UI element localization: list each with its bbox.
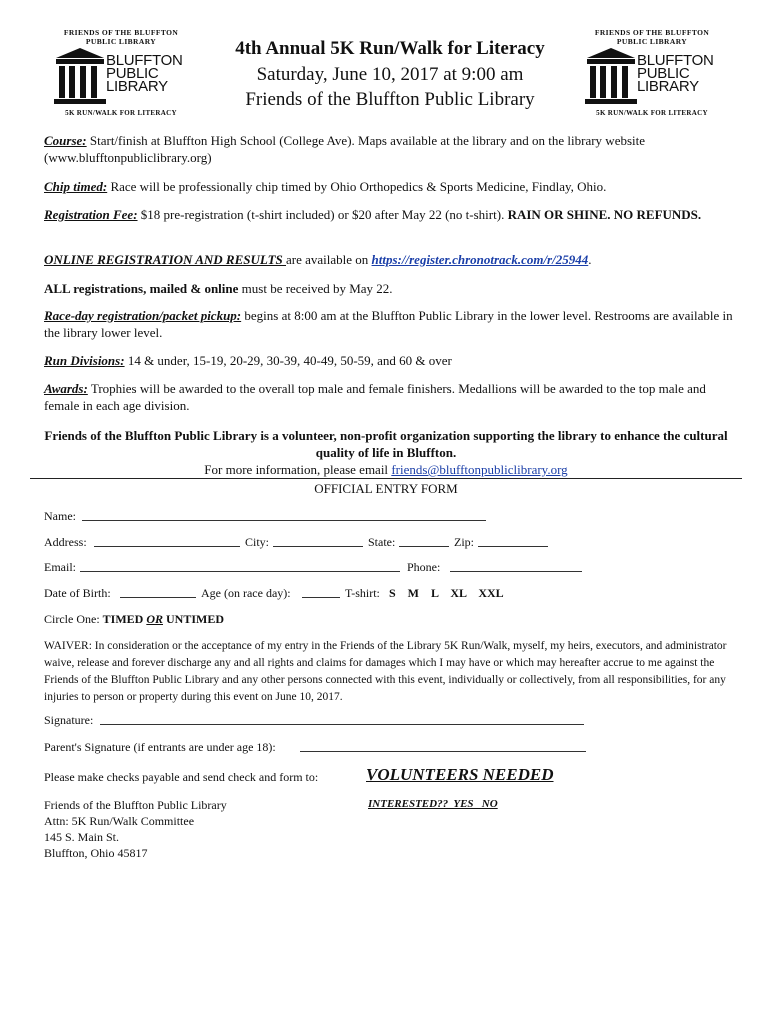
or-text: OR — [146, 612, 163, 626]
logo-bottom-text: 5K RUN/WALK FOR LITERACY — [596, 109, 708, 117]
logo-wordmark — [106, 54, 183, 93]
untimed-option[interactable]: UNTIMED — [163, 612, 225, 626]
state-label: State: — [368, 535, 396, 549]
volunteers-heading: VOLUNTEERS NEEDED — [366, 765, 554, 784]
course-text: Start/finish at Bluffton High School (College Ave). Maps available at the library and on the library website (www.blufftonpubliclibrary.org) — [44, 133, 646, 165]
form-heading: OFFICIAL ENTRY FORM — [314, 481, 458, 496]
dob-label: Date of Birth: — [44, 586, 111, 600]
age-label: Age (on race day): — [201, 586, 291, 600]
online-end: . — [588, 252, 592, 267]
waiver-text: WAIVER: In consideration or the acceptance of my entry in the Friends of the Library 5K Run/Walk, myself, my heirs, executors, and administrator waive, release and forever discharge any and all rights and claims for damages which I may have or which may hereafter accrue to me against the Friends of the Bluffton Public Library and any other persons connected with this event, individually or collectively, from all responsibilities, for any injuries to person or property during this event on June 10, 2017. — [44, 640, 727, 703]
address-line-2: Attn: 5K Run/Walk Committee — [44, 814, 195, 828]
awards-text: Trophies will be awarded to the overall top male and female finishers. Medallions will be awarded to the top male and female in each age division. — [44, 381, 706, 413]
contact-email-link[interactable]: friends@blufftonpubliclibrary.org — [391, 462, 568, 477]
logo-top-line-2: PUBLIC LIBRARY — [85, 37, 157, 46]
tshirt-label: T-shirt: — [345, 586, 380, 600]
email-field[interactable] — [80, 571, 400, 572]
contact-text: For more information, please email — [204, 462, 392, 477]
chip-text: Race will be professionally chip timed by Ohio Orthopedics & Sports Medicine, Findlay, Ohio. — [107, 179, 607, 194]
logo-top-text — [577, 28, 727, 46]
online-paragraph — [44, 251, 734, 268]
circle-label: Circle One: — [44, 612, 100, 626]
online-text: are available on — [286, 252, 372, 267]
logo-top-line-1: FRIENDS OF THE BLUFFTON — [63, 28, 179, 37]
phone-field[interactable] — [450, 571, 582, 572]
logo-right — [577, 28, 727, 118]
logo-top-line-2: PUBLIC LIBRARY — [616, 37, 688, 46]
timed-option[interactable]: TIMED — [102, 612, 147, 626]
pickup-label: Race-day registration/packet pickup: — [44, 308, 242, 323]
logo-word-2: PUBLIC — [637, 65, 690, 82]
logo-top-text — [46, 28, 196, 46]
online-label: ONLINE REGISTRATION AND RESULTS — [44, 252, 286, 267]
awards-label: Awards: — [44, 381, 88, 396]
zip-label: Zip: — [454, 535, 474, 549]
parent-signature-label: Parent's Signature (if entrants are under age 18): — [44, 740, 276, 754]
event-organizer: Friends of the Bluffton Public Library — [245, 89, 535, 110]
address-line-1: Friends of the Bluffton Public Library — [44, 798, 227, 812]
library-building-icon — [585, 46, 637, 108]
chip-label: Chip timed: — [44, 179, 108, 194]
fee-text: $18 pre-registration (t-shirt included) or $20 after May 22 (no t-shirt). — [137, 207, 508, 222]
address-field[interactable] — [94, 546, 240, 547]
mail-text: must be received by May 22. — [238, 281, 393, 296]
friends-statement: Friends of the Bluffton Public Library is a volunteer, non-profit organization supporting the library to enhance the cultural quality of life in Bluffton. — [44, 428, 728, 460]
fee-label: Registration Fee: — [44, 207, 138, 222]
phone-label: Phone: — [407, 560, 441, 574]
volunteer-interest[interactable]: INTERESTED?? YES NO — [368, 798, 498, 810]
city-label: City: — [245, 535, 270, 549]
logo-word-2: PUBLIC — [106, 65, 159, 82]
mailing-address — [44, 797, 227, 861]
tshirt-sizes[interactable]: S M L XL XXL — [389, 586, 504, 600]
dob-field[interactable] — [120, 597, 196, 598]
logo-word-3: LIBRARY — [106, 78, 168, 95]
city-field[interactable] — [273, 546, 363, 547]
address-line-3: 145 S. Main St. — [44, 830, 120, 844]
parent-signature-field[interactable] — [300, 751, 586, 752]
signature-label: Signature: — [44, 713, 94, 727]
checks-instruction: Please make checks payable and send check and form to: — [44, 770, 319, 784]
event-date: Saturday, June 10, 2017 at 9:00 am — [256, 64, 524, 85]
address-line-4: Bluffton, Ohio 45817 — [44, 846, 148, 860]
logo-left — [46, 28, 196, 118]
name-label: Name: — [44, 509, 76, 523]
signature-field[interactable] — [100, 724, 584, 725]
course-label: Course: — [44, 133, 87, 148]
pickup-text: begins at 8:00 am at the Bluffton Public Library in the lower level. Restrooms are available in the library lower level. — [44, 308, 733, 340]
registration-link[interactable]: https://register.chronotrack.com/r/25944 — [371, 252, 589, 267]
divisions-text: 14 & under, 15-19, 20-29, 30-39, 40-49, 50-59, and 60 & over — [124, 353, 452, 368]
address-label: Address: — [44, 535, 87, 549]
logo-top-line-1: FRIENDS OF THE BLUFFTON — [594, 28, 710, 37]
logo-word-3: LIBRARY — [637, 78, 699, 95]
section-divider — [30, 478, 742, 479]
mail-bold: ALL registrations, mailed & online — [44, 281, 239, 296]
state-field[interactable] — [399, 546, 449, 547]
logo-wordmark — [637, 54, 714, 93]
name-field[interactable] — [82, 520, 486, 521]
library-building-icon — [54, 46, 106, 108]
contact-line — [30, 461, 742, 478]
divisions-paragraph — [44, 352, 734, 369]
awards-paragraph — [44, 380, 734, 414]
event-title: 4th Annual 5K Run/Walk for Literacy — [235, 38, 545, 59]
fee-paragraph — [44, 206, 734, 223]
mail-paragraph — [44, 280, 734, 297]
age-field[interactable] — [302, 597, 340, 598]
pickup-paragraph — [44, 307, 734, 341]
chip-paragraph — [44, 178, 734, 195]
logo-word-1: BLUFFTON — [106, 52, 183, 69]
divisions-label: Run Divisions: — [44, 353, 125, 368]
email-label: Email: — [44, 560, 76, 574]
circle-one-label — [44, 612, 224, 627]
logo-bottom-text: 5K RUN/WALK FOR LITERACY — [65, 109, 177, 117]
zip-field[interactable] — [478, 546, 548, 547]
course-paragraph — [44, 132, 734, 166]
logo-word-1: BLUFFTON — [637, 52, 714, 69]
fee-warning: RAIN OR SHINE. NO REFUNDS. — [507, 207, 702, 222]
